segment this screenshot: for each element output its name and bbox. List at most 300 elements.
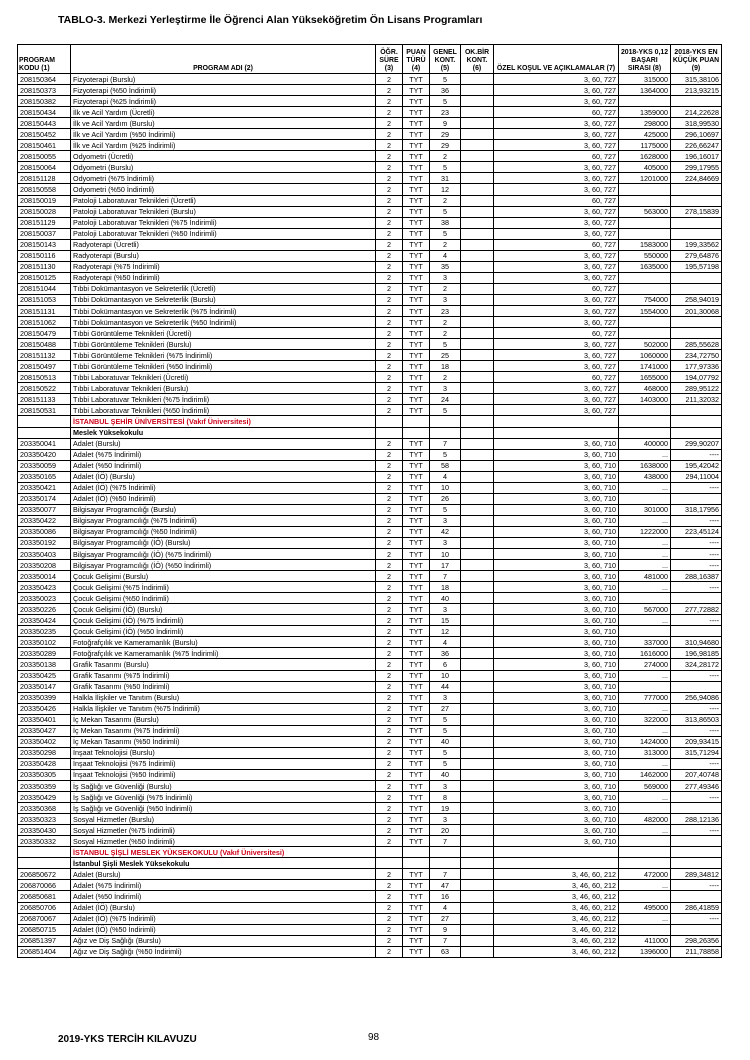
- success-rank-cell: ...: [619, 549, 671, 560]
- duration-cell: 2: [376, 781, 403, 792]
- university-name: İSTANBUL ŞEHİR ÜNİVERSİTESİ (Vakıf Üniversitesi): [71, 416, 376, 427]
- empty-cell: [403, 858, 430, 869]
- program-code-cell: 208150522: [18, 383, 71, 394]
- top-student-quota-cell: [461, 946, 494, 957]
- min-score-cell: 258,94019: [671, 294, 722, 305]
- program-name-cell: Tıbbi Laboratuvar Teknikleri (%50 İndirimli): [71, 405, 376, 416]
- min-score-cell: 315,71294: [671, 747, 722, 758]
- top-student-quota-cell: [461, 493, 494, 504]
- table-row: [18, 383, 722, 394]
- min-score-cell: 201,30068: [671, 305, 722, 316]
- program-name-cell: İş Sağlığı ve Güvenliği (%75 İndirimli): [71, 792, 376, 803]
- score-type-cell: TYT: [403, 482, 430, 493]
- top-student-quota-cell: [461, 372, 494, 383]
- success-rank-cell: ...: [619, 560, 671, 571]
- min-score-cell: 224,84669: [671, 173, 722, 184]
- min-score-cell: 209,93415: [671, 736, 722, 747]
- program-name-cell: Odyometri (%50 İndirimli): [71, 184, 376, 195]
- special-conditions-cell: 3, 60, 710: [494, 747, 619, 758]
- score-type-cell: TYT: [403, 350, 430, 361]
- top-student-quota-cell: [461, 560, 494, 571]
- university-heading-row: [18, 416, 722, 427]
- table-row: [18, 195, 722, 206]
- table-row: [18, 151, 722, 162]
- table-row: [18, 372, 722, 383]
- min-score-cell: 196,16017: [671, 151, 722, 162]
- special-conditions-cell: 3, 60, 710: [494, 438, 619, 449]
- program-table: [17, 44, 722, 958]
- duration-cell: 2: [376, 162, 403, 173]
- program-code-cell: 208151133: [18, 394, 71, 405]
- min-score-cell: 299,17955: [671, 162, 722, 173]
- table-row: [18, 703, 722, 714]
- top-student-quota-cell: [461, 195, 494, 206]
- program-code-cell: 203350023: [18, 593, 71, 604]
- duration-cell: 2: [376, 129, 403, 140]
- success-rank-cell: [619, 593, 671, 604]
- program-code-cell: 203350208: [18, 560, 71, 571]
- program-name-cell: Adalet (%75 İndirimli): [71, 449, 376, 460]
- duration-cell: 2: [376, 913, 403, 924]
- min-score-cell: 286,41859: [671, 902, 722, 913]
- score-type-cell: TYT: [403, 571, 430, 582]
- score-type-cell: TYT: [403, 372, 430, 383]
- success-rank-cell: 468000: [619, 383, 671, 394]
- special-conditions-cell: 3, 60, 710: [494, 582, 619, 593]
- program-name-cell: İlk ve Acil Yardım (Ücretli): [71, 107, 376, 118]
- top-student-quota-cell: [461, 405, 494, 416]
- special-conditions-cell: 3, 60, 727: [494, 184, 619, 195]
- top-student-quota-cell: [461, 736, 494, 747]
- top-student-quota-cell: [461, 283, 494, 294]
- special-conditions-cell: 3, 46, 60, 212: [494, 924, 619, 935]
- general-quota-cell: 3: [430, 272, 461, 283]
- top-student-quota-cell: [461, 703, 494, 714]
- duration-cell: 2: [376, 250, 403, 261]
- general-quota-cell: 40: [430, 769, 461, 780]
- score-type-cell: TYT: [403, 184, 430, 195]
- top-student-quota-cell: [461, 593, 494, 604]
- general-quota-cell: 2: [430, 328, 461, 339]
- program-name-cell: Bilgisayar Programcılığı (%75 İndirimli): [71, 515, 376, 526]
- success-rank-cell: [619, 184, 671, 195]
- top-student-quota-cell: [461, 272, 494, 283]
- score-type-cell: TYT: [403, 504, 430, 515]
- table-row: [18, 217, 722, 228]
- special-conditions-cell: 3, 46, 60, 212: [494, 902, 619, 913]
- success-rank-cell: 1616000: [619, 648, 671, 659]
- program-code-cell: 208151129: [18, 217, 71, 228]
- duration-cell: 2: [376, 571, 403, 582]
- table-row: [18, 317, 722, 328]
- table-row: [18, 239, 722, 250]
- success-rank-cell: ...: [619, 880, 671, 891]
- special-conditions-cell: 3, 60, 727: [494, 217, 619, 228]
- table-row: [18, 626, 722, 637]
- special-conditions-cell: 3, 60, 727: [494, 272, 619, 283]
- program-name-cell: Ağız ve Diş Sağlığı (%50 İndirimli): [71, 946, 376, 957]
- program-code-cell: 203350427: [18, 725, 71, 736]
- duration-cell: 2: [376, 184, 403, 195]
- duration-cell: 2: [376, 814, 403, 825]
- program-name-cell: Çocuk Gelişimi (İÖ) (%50 İndirimli): [71, 626, 376, 637]
- duration-cell: 2: [376, 239, 403, 250]
- duration-cell: 2: [376, 637, 403, 648]
- special-conditions-cell: 3, 60, 710: [494, 493, 619, 504]
- success-rank-cell: 1462000: [619, 769, 671, 780]
- table-row: [18, 305, 722, 316]
- empty-cell: [376, 858, 403, 869]
- program-code-cell: 203350428: [18, 758, 71, 769]
- min-score-cell: [671, 493, 722, 504]
- general-quota-cell: 31: [430, 173, 461, 184]
- table-row: [18, 869, 722, 880]
- success-rank-cell: ...: [619, 825, 671, 836]
- program-code-cell: 203350423: [18, 582, 71, 593]
- top-student-quota-cell: [461, 891, 494, 902]
- special-conditions-cell: 3, 60, 710: [494, 615, 619, 626]
- program-name-cell: Radyoterapi (Burslu): [71, 250, 376, 261]
- min-score-cell: ----: [671, 482, 722, 493]
- empty-cell: [619, 416, 671, 427]
- min-score-cell: 288,12136: [671, 814, 722, 825]
- table-row: [18, 405, 722, 416]
- program-code-cell: 208150143: [18, 239, 71, 250]
- top-student-quota-cell: [461, 515, 494, 526]
- score-type-cell: TYT: [403, 173, 430, 184]
- program-name-cell: Adalet (İÖ) (Burslu): [71, 471, 376, 482]
- min-score-cell: [671, 626, 722, 637]
- min-score-cell: ----: [671, 913, 722, 924]
- program-name-cell: Adalet (Burslu): [71, 869, 376, 880]
- score-type-cell: TYT: [403, 582, 430, 593]
- general-quota-cell: 3: [430, 383, 461, 394]
- table-row: [18, 261, 722, 272]
- general-quota-cell: 5: [430, 405, 461, 416]
- score-type-cell: TYT: [403, 825, 430, 836]
- program-code-cell: 208150382: [18, 96, 71, 107]
- special-conditions-cell: 3, 60, 710: [494, 537, 619, 548]
- score-type-cell: TYT: [403, 593, 430, 604]
- empty-cell: [18, 847, 71, 858]
- empty-cell: [430, 416, 461, 427]
- table-row: [18, 339, 722, 350]
- program-name-cell: İnşaat Teknolojisi (Burslu): [71, 747, 376, 758]
- program-name-cell: Fizyoterapi (%25 İndirimli): [71, 96, 376, 107]
- program-code-cell: 206850715: [18, 924, 71, 935]
- success-rank-cell: ...: [619, 515, 671, 526]
- special-conditions-cell: 3, 60, 727: [494, 383, 619, 394]
- min-score-cell: 289,95122: [671, 383, 722, 394]
- program-name-cell: Çocuk Gelişimi (%75 İndirimli): [71, 582, 376, 593]
- score-type-cell: TYT: [403, 648, 430, 659]
- success-rank-cell: 438000: [619, 471, 671, 482]
- special-conditions-cell: 3, 60, 727: [494, 228, 619, 239]
- duration-cell: 2: [376, 317, 403, 328]
- score-type-cell: TYT: [403, 659, 430, 670]
- success-rank-cell: 337000: [619, 637, 671, 648]
- program-name-cell: İç Mekan Tasarımı (Burslu): [71, 714, 376, 725]
- score-type-cell: TYT: [403, 924, 430, 935]
- table-header-row: [18, 45, 722, 74]
- score-type-cell: TYT: [403, 206, 430, 217]
- duration-cell: 2: [376, 935, 403, 946]
- table-row: [18, 747, 722, 758]
- min-score-cell: 299,90207: [671, 438, 722, 449]
- program-code-cell: 206870066: [18, 880, 71, 891]
- duration-cell: 2: [376, 272, 403, 283]
- program-name-cell: Fotoğrafçılık ve Kameramanlık (%75 İndirimli): [71, 648, 376, 659]
- success-rank-cell: 1655000: [619, 372, 671, 383]
- min-score-cell: [671, 593, 722, 604]
- min-score-cell: 196,98185: [671, 648, 722, 659]
- program-code-cell: 203350401: [18, 714, 71, 725]
- special-conditions-cell: 3, 60, 710: [494, 836, 619, 847]
- header-ogr-sure: ÖĞR. SÜRE (3): [376, 45, 403, 74]
- program-name-cell: Fotoğrafçılık ve Kameramanlık (Burslu): [71, 637, 376, 648]
- success-rank-cell: 1741000: [619, 361, 671, 372]
- duration-cell: 2: [376, 836, 403, 847]
- general-quota-cell: 5: [430, 206, 461, 217]
- table-row: [18, 250, 722, 261]
- score-type-cell: TYT: [403, 814, 430, 825]
- duration-cell: 2: [376, 173, 403, 184]
- top-student-quota-cell: [461, 107, 494, 118]
- program-name-cell: Tıbbi Görüntüleme Teknikleri (%75 İndirimli): [71, 350, 376, 361]
- empty-cell: [671, 416, 722, 427]
- table-row: [18, 482, 722, 493]
- score-type-cell: TYT: [403, 272, 430, 283]
- top-student-quota-cell: [461, 118, 494, 129]
- program-name-cell: Tıbbi Laboratuvar Teknikleri (Burslu): [71, 383, 376, 394]
- general-quota-cell: 7: [430, 836, 461, 847]
- duration-cell: 2: [376, 604, 403, 615]
- table-row: [18, 328, 722, 339]
- min-score-cell: 277,72882: [671, 604, 722, 615]
- score-type-cell: TYT: [403, 880, 430, 891]
- top-student-quota-cell: [461, 714, 494, 725]
- general-quota-cell: 58: [430, 460, 461, 471]
- success-rank-cell: 563000: [619, 206, 671, 217]
- program-name-cell: Patoloji Laboratuvar Teknikleri (Burslu): [71, 206, 376, 217]
- general-quota-cell: 23: [430, 305, 461, 316]
- general-quota-cell: 5: [430, 714, 461, 725]
- program-code-cell: 203350059: [18, 460, 71, 471]
- table-row: [18, 725, 722, 736]
- success-rank-cell: 1635000: [619, 261, 671, 272]
- success-rank-cell: ...: [619, 670, 671, 681]
- success-rank-cell: 1554000: [619, 305, 671, 316]
- table-row: [18, 637, 722, 648]
- duration-cell: 2: [376, 107, 403, 118]
- table-row: [18, 162, 722, 173]
- duration-cell: 2: [376, 482, 403, 493]
- success-rank-cell: 1201000: [619, 173, 671, 184]
- program-code-cell: 208150531: [18, 405, 71, 416]
- empty-cell: [376, 416, 403, 427]
- program-name-cell: İnşaat Teknolojisi (%75 İndirimli): [71, 758, 376, 769]
- program-name-cell: İş Sağlığı ve Güvenliği (%50 İndirimli): [71, 803, 376, 814]
- table-row: [18, 394, 722, 405]
- success-rank-cell: ...: [619, 615, 671, 626]
- score-type-cell: TYT: [403, 792, 430, 803]
- table-row: [18, 361, 722, 372]
- program-name-cell: Adalet (%75 İndirimli): [71, 880, 376, 891]
- score-type-cell: TYT: [403, 703, 430, 714]
- empty-cell: [461, 427, 494, 438]
- min-score-cell: 279,64876: [671, 250, 722, 261]
- success-rank-cell: 1364000: [619, 85, 671, 96]
- program-name-cell: Odyometri (Burslu): [71, 162, 376, 173]
- program-code-cell: 203350421: [18, 482, 71, 493]
- header-okbir-kont: OK.BİR KONT. (6): [461, 45, 494, 74]
- general-quota-cell: 23: [430, 107, 461, 118]
- duration-cell: 2: [376, 261, 403, 272]
- score-type-cell: TYT: [403, 604, 430, 615]
- score-type-cell: TYT: [403, 913, 430, 924]
- duration-cell: 2: [376, 670, 403, 681]
- general-quota-cell: 20: [430, 825, 461, 836]
- program-name-cell: Tıbbi Görüntüleme Teknikleri (Burslu): [71, 339, 376, 350]
- min-score-cell: ----: [671, 537, 722, 548]
- general-quota-cell: 18: [430, 582, 461, 593]
- score-type-cell: TYT: [403, 107, 430, 118]
- min-score-cell: 177,97336: [671, 361, 722, 372]
- special-conditions-cell: 3, 60, 710: [494, 637, 619, 648]
- table-row: [18, 85, 722, 96]
- top-student-quota-cell: [461, 228, 494, 239]
- min-score-cell: [671, 184, 722, 195]
- success-rank-cell: [619, 228, 671, 239]
- success-rank-cell: ...: [619, 703, 671, 714]
- program-code-cell: 208150488: [18, 339, 71, 350]
- table-row: [18, 571, 722, 582]
- special-conditions-cell: 3, 60, 727: [494, 118, 619, 129]
- min-score-cell: ----: [671, 615, 722, 626]
- success-rank-cell: 481000: [619, 571, 671, 582]
- special-conditions-cell: 3, 46, 60, 212: [494, 891, 619, 902]
- top-student-quota-cell: [461, 670, 494, 681]
- score-type-cell: TYT: [403, 670, 430, 681]
- duration-cell: 2: [376, 217, 403, 228]
- duration-cell: 2: [376, 118, 403, 129]
- special-conditions-cell: 3, 60, 710: [494, 670, 619, 681]
- min-score-cell: 289,34812: [671, 869, 722, 880]
- general-quota-cell: 8: [430, 792, 461, 803]
- special-conditions-cell: 60, 727: [494, 239, 619, 250]
- top-student-quota-cell: [461, 339, 494, 350]
- min-score-cell: [671, 283, 722, 294]
- special-conditions-cell: 60, 727: [494, 328, 619, 339]
- table-row: [18, 781, 722, 792]
- min-score-cell: 211,32032: [671, 394, 722, 405]
- table-row: [18, 714, 722, 725]
- score-type-cell: TYT: [403, 781, 430, 792]
- min-score-cell: ----: [671, 825, 722, 836]
- table-row: [18, 560, 722, 571]
- score-type-cell: TYT: [403, 217, 430, 228]
- program-name-cell: Çocuk Gelişimi (İÖ) (%75 İndirimli): [71, 615, 376, 626]
- duration-cell: 2: [376, 471, 403, 482]
- success-rank-cell: ...: [619, 913, 671, 924]
- program-code-cell: 208150028: [18, 206, 71, 217]
- special-conditions-cell: 3, 60, 710: [494, 648, 619, 659]
- school-heading-row: [18, 427, 722, 438]
- min-score-cell: ----: [671, 758, 722, 769]
- program-name-cell: Patoloji Laboratuvar Teknikleri (Ücretli): [71, 195, 376, 206]
- table-row: [18, 228, 722, 239]
- table-row: [18, 184, 722, 195]
- min-score-cell: 318,99530: [671, 118, 722, 129]
- table-row: [18, 173, 722, 184]
- duration-cell: 2: [376, 350, 403, 361]
- duration-cell: 2: [376, 792, 403, 803]
- min-score-cell: 226,66247: [671, 140, 722, 151]
- special-conditions-cell: 3, 60, 710: [494, 781, 619, 792]
- success-rank-cell: 550000: [619, 250, 671, 261]
- table-row: [18, 129, 722, 140]
- duration-cell: 2: [376, 151, 403, 162]
- table-row: [18, 515, 722, 526]
- empty-cell: [376, 847, 403, 858]
- general-quota-cell: 17: [430, 560, 461, 571]
- top-student-quota-cell: [461, 526, 494, 537]
- program-code-cell: 203350422: [18, 515, 71, 526]
- program-name-cell: Adalet (İÖ) (%75 İndirimli): [71, 482, 376, 493]
- min-score-cell: ----: [671, 515, 722, 526]
- min-score-cell: 199,33562: [671, 239, 722, 250]
- program-code-cell: 208151131: [18, 305, 71, 316]
- program-name-cell: Tıbbi Görüntüleme Teknikleri (%50 İndirimli): [71, 361, 376, 372]
- special-conditions-cell: 3, 60, 710: [494, 714, 619, 725]
- top-student-quota-cell: [461, 206, 494, 217]
- program-code-cell: 203350368: [18, 803, 71, 814]
- program-name-cell: Odyometri (%75 İndirimli): [71, 173, 376, 184]
- score-type-cell: TYT: [403, 758, 430, 769]
- program-code-cell: 203350226: [18, 604, 71, 615]
- success-rank-cell: [619, 217, 671, 228]
- program-code-cell: 208150064: [18, 162, 71, 173]
- top-student-quota-cell: [461, 162, 494, 173]
- program-code-cell: 203350041: [18, 438, 71, 449]
- special-conditions-cell: 3, 60, 710: [494, 593, 619, 604]
- table-row: [18, 350, 722, 361]
- score-type-cell: TYT: [403, 946, 430, 957]
- general-quota-cell: 16: [430, 891, 461, 902]
- program-code-cell: 208150452: [18, 129, 71, 140]
- success-rank-cell: 405000: [619, 162, 671, 173]
- min-score-cell: [671, 217, 722, 228]
- program-name-cell: Tıbbi Görüntüleme Teknikleri (Ücretli): [71, 328, 376, 339]
- general-quota-cell: 5: [430, 162, 461, 173]
- program-code-cell: 203350235: [18, 626, 71, 637]
- special-conditions-cell: 3, 60, 727: [494, 261, 619, 272]
- table-row: [18, 902, 722, 913]
- special-conditions-cell: 3, 60, 727: [494, 206, 619, 217]
- score-type-cell: TYT: [403, 228, 430, 239]
- duration-cell: 2: [376, 880, 403, 891]
- general-quota-cell: 29: [430, 140, 461, 151]
- duration-cell: 2: [376, 803, 403, 814]
- table-row: [18, 769, 722, 780]
- duration-cell: 2: [376, 361, 403, 372]
- success-rank-cell: ...: [619, 792, 671, 803]
- table-row: [18, 814, 722, 825]
- success-rank-cell: [619, 493, 671, 504]
- program-code-cell: 203350403: [18, 549, 71, 560]
- special-conditions-cell: 3, 60, 710: [494, 571, 619, 582]
- min-score-cell: 195,42042: [671, 460, 722, 471]
